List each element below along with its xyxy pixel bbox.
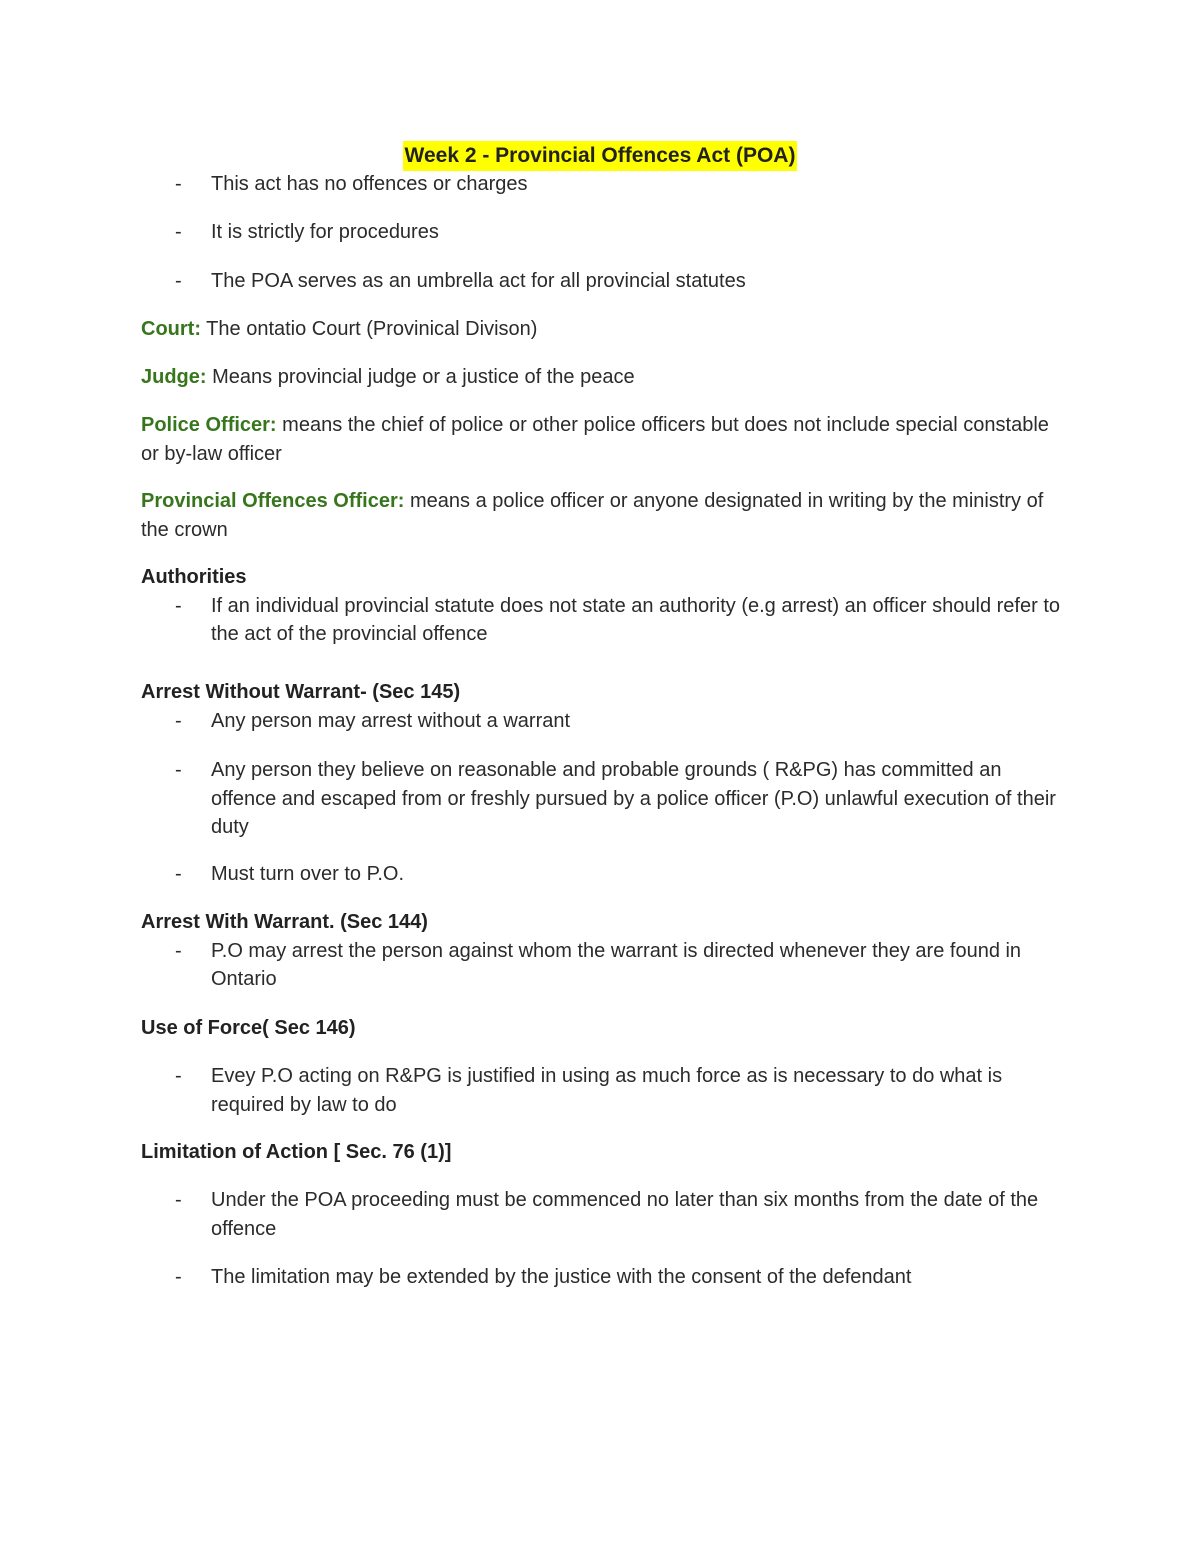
bullet-dash: - — [175, 709, 182, 732]
section-heading: Authorities — [141, 566, 247, 588]
definition-judge — [141, 363, 1071, 392]
bullet-dash: - — [175, 863, 182, 885]
definition-term: Judge: — [141, 366, 207, 388]
bullet-dash: - — [175, 939, 182, 962]
section-limitation-bullet — [141, 1263, 1071, 1292]
section-arrest-without-warrant — [141, 678, 1071, 735]
page-title: Week 2 - Provincial Offences Act (POA) — [403, 141, 798, 171]
bullet-text: It is strictly for procedures — [211, 221, 439, 243]
bullet-text: P.O may arrest the person against whom the warrant is directed whenever they are found in Ontario — [211, 939, 1022, 990]
bullet-text: Any person may arrest without a warrant — [211, 709, 571, 732]
section-heading: Use of Force( Sec 146) — [141, 1017, 356, 1039]
bullet-dash: - — [175, 1065, 182, 1087]
bullet-dash: - — [175, 1266, 182, 1288]
definition-term: Court: — [141, 318, 201, 340]
section-limitation-of-action — [141, 1138, 1071, 1167]
section-arrest-without-warrant-bullet — [141, 756, 1071, 842]
definition-text: Means provincial judge or a justice of the peace — [206, 366, 635, 388]
definition-provincial-offences-officer — [141, 487, 1071, 544]
intro-bullet — [141, 170, 1071, 199]
intro-bullet — [141, 267, 1071, 296]
bullet-text: The POA serves as an umbrella act for all provincial statutes — [211, 270, 746, 292]
section-heading: Arrest Without Warrant- (Sec 145) — [141, 681, 461, 703]
bullet-text: Must turn over to P.O. — [211, 863, 405, 885]
bullet-text: Evey P.O acting on R&PG is justified in using as much force as is necessary to do what is required by law to do — [211, 1065, 1003, 1116]
definition-text: means the chief of police or other police officers but does not include special constable or by-law officer — [141, 414, 1049, 465]
bullet-text: Any person they believe on reasonable and probable grounds ( R&PG) has committed an offence and escaped from or freshly pursued by a police officer (P.O) unlawful execution of their duty — [211, 759, 1056, 838]
bullet-text: If an individual provincial statute does not state an authority (e.g arrest) an officer should refer to the act of the provincial offence — [211, 594, 1060, 645]
bullet-dash: - — [175, 594, 182, 617]
intro-bullet — [141, 218, 1071, 247]
section-use-of-force-bullet — [141, 1062, 1071, 1119]
definition-police-officer — [141, 411, 1071, 468]
definition-court — [141, 315, 1071, 344]
bullet-dash: - — [175, 270, 182, 292]
section-limitation-bullet — [141, 1186, 1071, 1243]
bullet-dash: - — [175, 173, 182, 195]
section-heading: Limitation of Action [ Sec. 76 (1)] — [141, 1141, 452, 1163]
bullet-dash: - — [175, 1189, 182, 1211]
section-arrest-without-warrant-bullet — [141, 860, 1071, 889]
definition-text: The ontatio Court (Provinical Divison) — [200, 318, 538, 340]
definition-term: Provincial Offences Officer: — [141, 490, 405, 512]
bullet-dash: - — [175, 759, 182, 781]
bullet-text: The limitation may be extended by the justice with the consent of the defendant — [211, 1266, 912, 1288]
definition-term: Police Officer: — [141, 414, 277, 436]
bullet-text: This act has no offences or charges — [211, 173, 528, 195]
section-use-of-force — [141, 1014, 1071, 1043]
section-arrest-with-warrant — [141, 908, 1071, 994]
section-heading: Arrest With Warrant. (Sec 144) — [141, 911, 428, 933]
definition-text: means a police officer or anyone designated in writing by the ministry of the crown — [141, 490, 1044, 541]
section-authorities — [141, 563, 1071, 649]
bullet-dash: - — [175, 221, 182, 243]
bullet-text: Under the POA proceeding must be commenced no later than six months from the date of the offence — [211, 1189, 1039, 1240]
title-wrap — [0, 141, 1200, 171]
